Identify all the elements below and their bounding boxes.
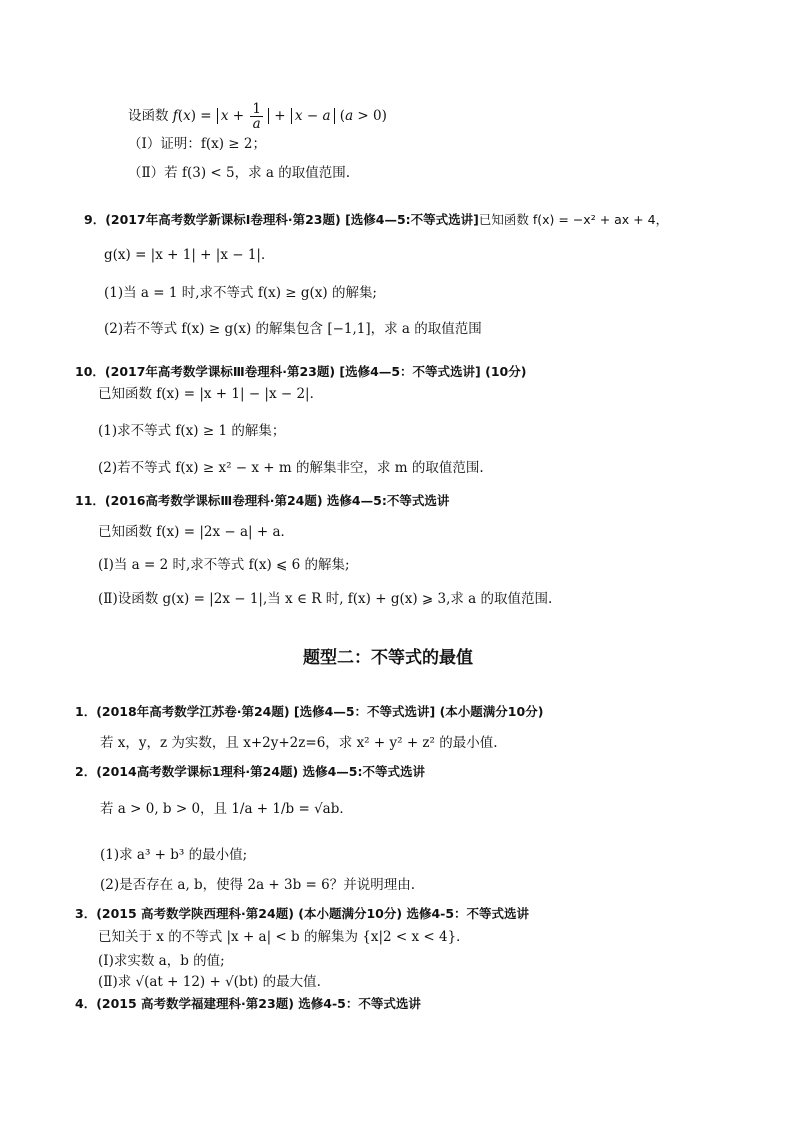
q9-part2: (2)若不等式 f(x) ≥ g(x) 的解集包含 [−1,1]，求 a 的取值范围 — [104, 321, 482, 337]
q9-number: 9． — [84, 212, 106, 227]
q9-part1: (1)当 a = 1 时,求不等式 f(x) ≥ g(x) 的解集; — [104, 285, 377, 301]
q9-g-definition: g(x) = |x + 1| + |x − 1|． — [104, 247, 275, 263]
q10-part1: (1)求不等式 f(x) ≥ 1 的解集； — [98, 423, 286, 439]
q10-part2: (2)若不等式 f(x) ≥ x² − x + m 的解集非空，求 m 的取值范围. — [98, 460, 484, 476]
s4-number: 4． — [75, 996, 97, 1011]
q10-stem: 已知函数 f(x) = |x + 1| − |x − 2|． — [98, 386, 324, 402]
s2-part2: (2)是否存在 a, b，使得 2a + 3b = 6？并说明理由. — [100, 877, 416, 893]
s1-number: 1． — [75, 704, 97, 719]
intro-part2: （Ⅱ）若 f(3) < 5，求 a 的取值范围. — [128, 165, 350, 181]
q10-source: (2017年高考数学课标Ⅲ卷理科·第23题) [选修4—5：不等式选讲] (10分) — [104, 364, 527, 379]
s2-number: 2． — [75, 764, 97, 779]
s3-header — [75, 904, 529, 924]
q11-part1: (Ⅰ)当 a = 2 时,求不等式 f(x) ⩽ 6 的解集; — [98, 557, 350, 573]
q11-part2: (Ⅱ)设函数 g(x) = |2x − 1|,当 x ∈ R 时, f(x) + g(x) ⩾ 3,求 a 的取值范围. — [98, 591, 553, 607]
s3-part1: (Ⅰ)求实数 a，b 的值; — [98, 953, 225, 969]
s1-source: (2018年高考数学江苏卷·第24题) [选修4—5：不等式选讲] (本小题满分10分) — [96, 704, 544, 719]
q9-source: (2017年高考数学新课标Ⅰ卷理科·第23题) [选修4—5:不等式选讲] — [105, 212, 479, 227]
s2-part1: (1)求 a³ + b³ 的最小值; — [100, 847, 248, 863]
s3-source: (2015 高考数学陕西理科·第24题) (本小题满分10分) 选修4-5：不等式选讲 — [96, 906, 530, 921]
q10-number: 10． — [75, 364, 105, 379]
s2-stem: 若 a > 0, b > 0，且 1/a + 1/b = √ab． — [100, 801, 353, 817]
section-title: 题型二：不等式的最值 — [303, 648, 473, 668]
q11-number: 11． — [75, 493, 105, 508]
q11-source: (2016高考数学课标Ⅲ卷理科·第24题) 选修4—5:不等式选讲 — [104, 493, 450, 508]
q11-stem: 已知函数 f(x) = |2x − a| + a． — [98, 524, 295, 540]
s2-source: (2014高考数学课标1理科·第24题) 选修4—5:不等式选讲 — [96, 764, 426, 779]
s1-stem: 若 x，y，z 为实数，且 x+2y+2z=6，求 x² + y² + z² 的最小值. — [100, 735, 498, 751]
q10-header — [75, 362, 526, 382]
q9-header — [84, 210, 668, 230]
s2-header — [75, 762, 425, 782]
q9-stem: 已知函数 f(x) = −x² + ax + 4， — [478, 212, 669, 227]
intro-part1: （Ⅰ）证明：f(x) ≥ 2； — [128, 136, 266, 152]
s3-stem: 已知关于 x 的不等式 |x + a| < b 的解集为 {x|2 < x < 4}． — [98, 929, 470, 945]
s3-number: 3． — [75, 906, 97, 921]
s4-source: (2015 高考数学福建理科·第23题) 选修4-5：不等式选讲 — [96, 996, 421, 1011]
intro-set-function: 设函数 f(x) = x + $\frac{1}{a}$ + x − a (a > 0) — [128, 101, 387, 132]
s3-part2: (Ⅱ)求 √(at + 12) + √(bt) 的最大值. — [98, 974, 321, 990]
q11-header — [75, 491, 449, 511]
s4-header — [75, 994, 421, 1014]
s1-header — [75, 702, 543, 722]
